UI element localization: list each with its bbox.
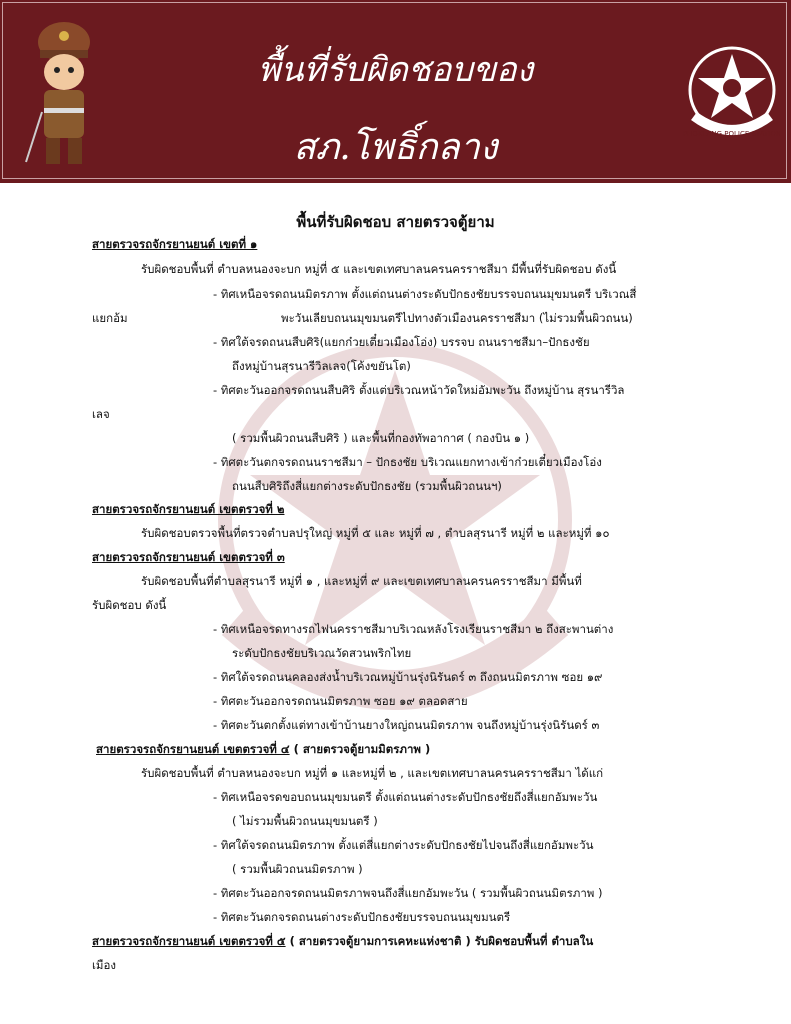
banner-title-line1: พื้นที่รับผิดชอบของ bbox=[257, 50, 534, 90]
zone3-west: - ทิศตะวันตกตั้งแต่ทางเข้าบ้านยางใหญ่ถนนมิตรภาพ จนถึงหมู่บ้านรุ่งนิรันดร์ ๓ bbox=[213, 718, 600, 732]
banner-title-line2: สภ.โพธิ์กลาง bbox=[293, 127, 498, 168]
zone1-east-cont2: ( รวมพื้นผิวถนนสืบศิริ ) และพื้นที่กองทัพอากาศ ( กองบิน ๑ ) bbox=[232, 431, 530, 445]
zone1-east-cont: เลจ bbox=[92, 407, 110, 421]
zone5-tail: เมือง bbox=[92, 958, 117, 972]
zone4-heading: สายตรวจรถจักรยานยนต์ เขตตรวจที่ ๔ bbox=[96, 742, 290, 756]
zone4-north-cont: ( ไม่รวมพื้นผิวถนนมุขมนตรี ) bbox=[232, 814, 378, 828]
zone4-east: - ทิศตะวันออกจรดถนนมิตรภาพจนถึงสี่แยกอัมพะวัน ( รวมพื้นผิวถนนมิตรภาพ ) bbox=[213, 886, 603, 900]
zone1-west: - ทิศตะวันตกจรดถนนราชสีมา – ปักธงชัย บริเวณแยกทางเข้าก๋วยเตี๋ยวเมืองโอ่ง bbox=[213, 455, 602, 469]
zone3-south: - ทิศใต้จรดถนนคลองส่งน้ำบริเวณหมู่บ้านรุ่งนิรันดร์ ๓ ถึงถนนมิตรภาพ ซอย ๑๙ bbox=[213, 670, 603, 684]
zone5-heading: สายตรวจรถจักรยานยนต์ เขตตรวจที่ ๕ bbox=[92, 934, 286, 948]
zone4-heading-suffix: ( สายตรวจตู้ยามมิตรภาพ ) bbox=[289, 742, 431, 756]
zone4-heading-row bbox=[96, 741, 430, 757]
zone1-intro: รับผิดชอบพื้นที่ ตำบลหนองจะบก หมู่ที่ ๕ และเขตเทศบาลนครนครราชสีมา มีพื้นที่รับผิดชอบ ดังนี้ bbox=[141, 262, 617, 276]
zone3-north-cont: ระดับปักธงชัยบริเวณวัดสวนพริกไทย bbox=[232, 646, 412, 660]
zone4-south-cont: ( รวมพื้นผิวถนนมิตรภาพ ) bbox=[232, 862, 363, 876]
doc-title: พื้นที่รับผิดชอบ สายตรวจตู้ยาม bbox=[296, 213, 495, 231]
zone1-north-cont: แยกอ้ม bbox=[92, 311, 128, 325]
zone3-intro-cont: รับผิดชอบ ดังนี้ bbox=[92, 598, 167, 612]
zone1-north-cont2: พะวันเลียบถนนมุขมนตรีไปทางตัวเมืองนครราชสีมา (ไม่รวมพื้นผิวถนน) bbox=[281, 311, 633, 325]
zone3-north: - ทิศเหนือจรดทางรถไฟนครราชสีมาบริเวณหลังโรงเรียนราชสีมา ๒ ถึงสะพานต่าง bbox=[213, 622, 614, 636]
zone3-heading: สายตรวจรถจักรยานยนต์ เขตตรวจที่ ๓ bbox=[92, 550, 285, 564]
zone4-north: - ทิศเหนือจรดขอบถนนมุขมนตรี ตั้งแต่ถนนต่างระดับปักธงชัยถึงสี่แยกอัมพะวัน bbox=[213, 790, 598, 804]
zone1-south-cont: ถึงหมู่บ้านสุรนารีวิลเลจ(โค้งขยันโต) bbox=[232, 359, 411, 373]
zone3-intro: รับผิดชอบพื้นที่ตำบลสุรนารี หมู่ที่ ๑ , และหมู่ที่ ๙ และเขตเทศบาลนครนครราชสีมา มีพื้นที่ bbox=[141, 574, 582, 588]
header-banner bbox=[0, 0, 791, 183]
zone1-heading: สายตรวจรถจักรยานยนต์ เขตที่ ๑ bbox=[92, 237, 258, 251]
seal-text: PHOKLANG POLICE STATION bbox=[682, 130, 782, 138]
zone2-intro: รับผิดชอบตรวจพื้นที่ตรวจตำบลปรุใหญ่ หมู่ที่ ๕ และ หมู่ที่ ๗ , ตำบลสุรนารี หมู่ที่ ๒ และหมู่ที่ ๑๐ bbox=[141, 526, 610, 540]
zone3-east: - ทิศตะวันออกจรดถนนมิตรภาพ ซอย ๑๙ ตลอดสาย bbox=[213, 694, 468, 708]
zone5-heading-suffix: ( สายตรวจตู้ยามการเคหะแห่งชาติ ) รับผิดชอบพื้นที่ ตำบลใน bbox=[285, 934, 594, 948]
zone4-south: - ทิศใต้จรดถนนมิตรภาพ ตั้งแต่สี่แยกต่างระดับปักธงชัยไปจนถึงสี่แยกอัมพะวัน bbox=[213, 838, 594, 852]
zone4-intro: รับผิดชอบพื้นที่ ตำบลหนองจะบก หมู่ที่ ๑ และหมู่ที่ ๒ , และเขตเทศบาลนครนครราชสีมา ได้แก่ bbox=[141, 766, 604, 780]
police-station-seal bbox=[680, 40, 784, 144]
zone1-north: - ทิศเหนือจรดถนนมิตรภาพ ตั้งแต่ถนนต่างระดับปักธงชัยบรรจบถนนมุขมนตรี บริเวณสี่ bbox=[213, 287, 637, 301]
zone1-west-cont: ถนนสืบศิริถึงสี่แยกต่างระดับปักธงชัย (รวมพื้นผิวถนนฯ) bbox=[232, 479, 502, 493]
zone5-heading-row bbox=[92, 933, 593, 949]
zone4-west: - ทิศตะวันตกจรดถนนต่างระดับปักธงชัยบรรจบถนนมุขมนตรี bbox=[213, 910, 511, 924]
zone1-east: - ทิศตะวันออกจรดถนนสืบศิริ ตั้งแต่บริเวณหน้าวัดใหม่อัมพะวัน ถึงหมู่บ้าน สุรนารีวิล bbox=[213, 383, 625, 397]
zone2-heading: สายตรวจรถจักรยานยนต์ เขตตรวจที่ ๒ bbox=[92, 502, 285, 516]
zone1-south: - ทิศใต้จรดถนนสืบศิริ(แยกก๋วยเตี๋ยวเมืองโอ่ง) บรรจบ ถนนราชสีมา–ปักธงชัย bbox=[213, 335, 590, 349]
